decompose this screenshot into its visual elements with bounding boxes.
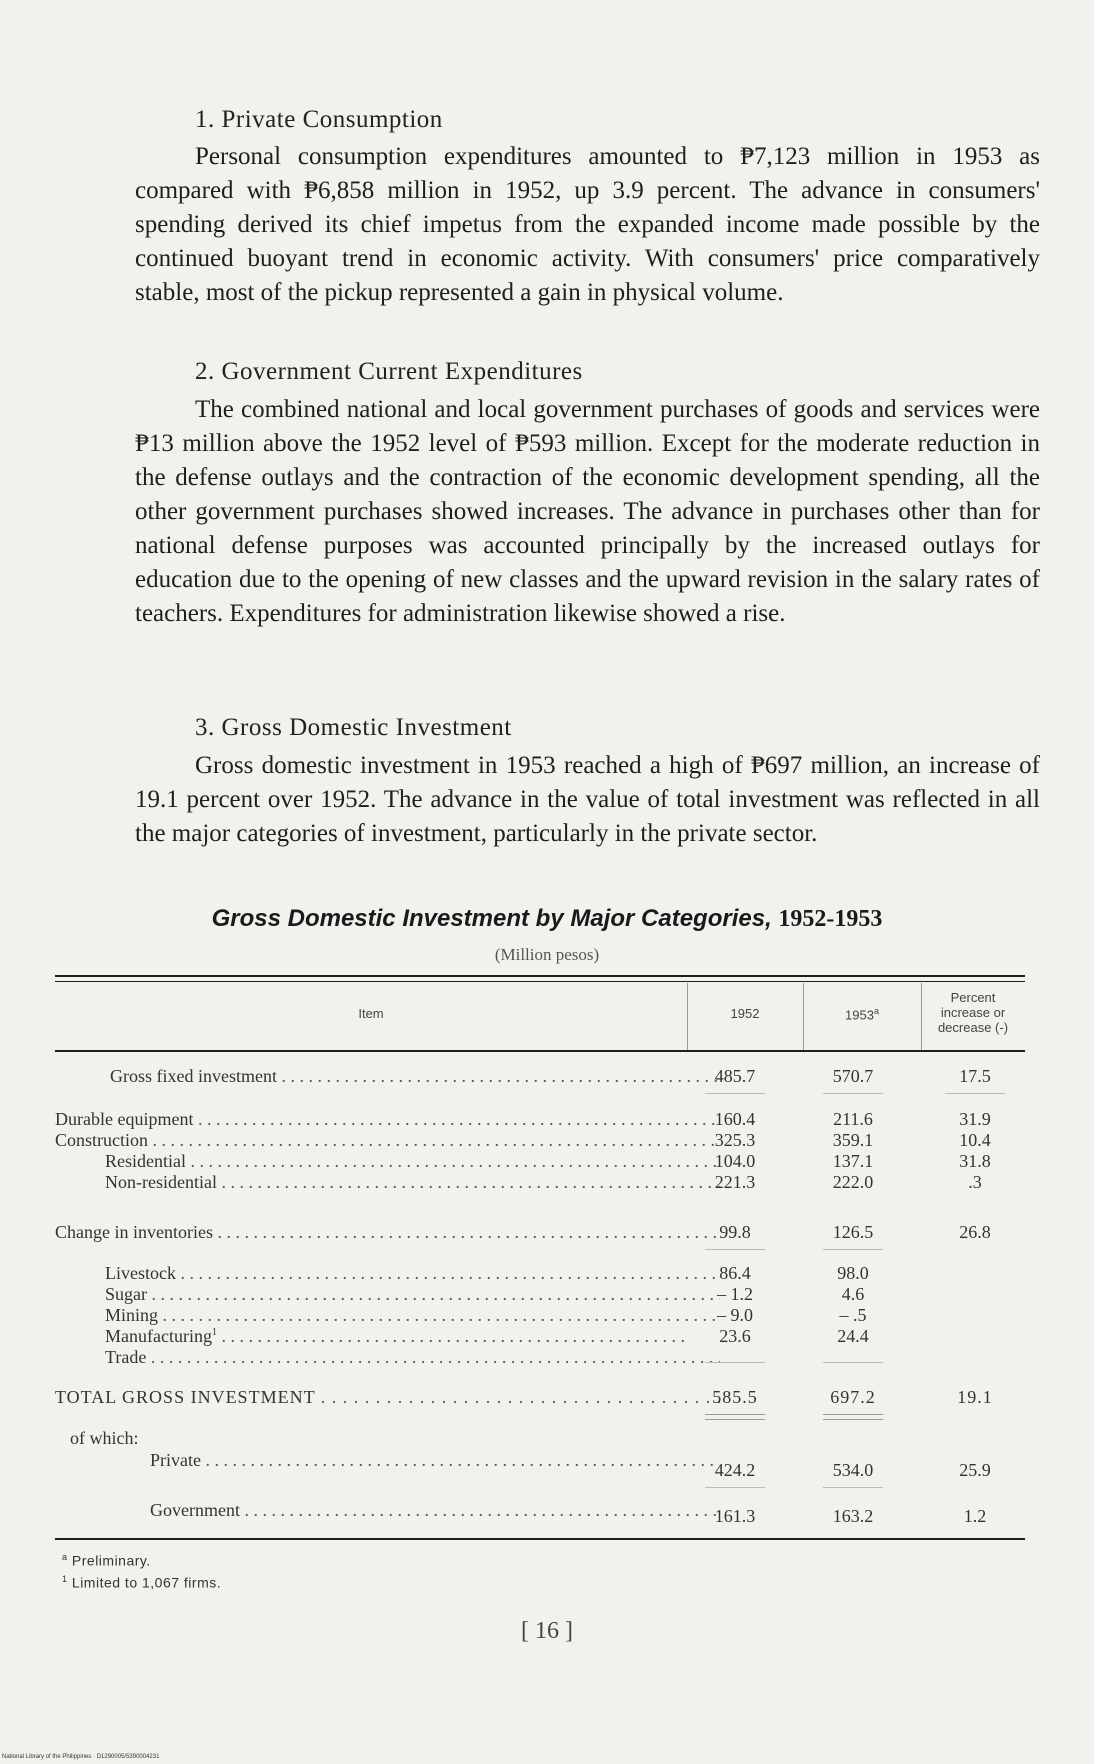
cell-1953: 222.0 xyxy=(832,1172,874,1192)
subtotal-underline xyxy=(705,1249,765,1250)
cell-1952: 104.0 xyxy=(714,1151,756,1171)
header-item: Item xyxy=(358,1006,384,1021)
cell-1953: 126.5 xyxy=(832,1222,874,1242)
cell-percent: 25.9 xyxy=(959,1460,991,1480)
table-row xyxy=(55,1151,1025,1173)
total-double-underline xyxy=(705,1414,765,1420)
header-percent xyxy=(923,990,1023,1035)
cell-1953: 98.0 xyxy=(837,1263,869,1283)
cell-1952: – 1.2 xyxy=(717,1284,753,1304)
cell-1953: 697.2 xyxy=(830,1387,876,1407)
header-percent-line1: Percent xyxy=(950,990,996,1005)
section-heading-private-consumption: 1. Private Consumption xyxy=(195,106,443,133)
table-top-rule-thin xyxy=(55,981,1025,982)
cell-1953: – .5 xyxy=(839,1305,867,1325)
row-label: Change in inventories . . . xyxy=(55,1222,720,1243)
row-label: Construction . . . xyxy=(55,1130,720,1151)
cell-1952: 485.7 xyxy=(714,1066,756,1086)
row-label: Gross fixed investment . . . xyxy=(110,1066,720,1087)
cell-1952: 424.2 xyxy=(714,1460,756,1480)
table-row xyxy=(55,1305,1025,1327)
cell-1953: 4.6 xyxy=(841,1284,865,1304)
header-1953-text: 1953 xyxy=(845,1007,874,1023)
header-1953-note: a xyxy=(873,1006,879,1016)
row-label: of which: xyxy=(70,1428,139,1448)
cell-percent: 19.1 xyxy=(957,1387,993,1407)
table-row xyxy=(55,1263,1025,1285)
table-header-rule xyxy=(55,1050,1025,1052)
total-double-underline xyxy=(823,1414,883,1420)
table-row xyxy=(55,1450,1025,1480)
cell-1952: 325.3 xyxy=(714,1130,756,1150)
cell-1952: 585.5 xyxy=(712,1387,758,1407)
page-number: [ 16 ] xyxy=(521,1618,573,1644)
footnote-text: Preliminary. xyxy=(71,1552,151,1569)
cell-1952: 161.3 xyxy=(714,1506,756,1526)
table-row-total xyxy=(55,1387,1025,1409)
row-label: Mining . . . xyxy=(105,1305,720,1326)
table-column-divider xyxy=(687,983,688,1050)
cell-1953: 163.2 xyxy=(832,1506,874,1526)
row-label: Sugar . . . xyxy=(105,1284,720,1305)
cell-1953: 534.0 xyxy=(832,1460,874,1480)
table-top-rule xyxy=(55,975,1025,977)
section-heading-government-expenditures: 2. Government Current Expenditures xyxy=(195,358,583,385)
cell-1952: 86.4 xyxy=(719,1263,751,1283)
subtotal-underline xyxy=(823,1487,883,1488)
subtotal-underline xyxy=(823,1093,883,1094)
table-title-years: 1952-1953 xyxy=(778,906,883,932)
cell-1952: – 9.0 xyxy=(717,1305,753,1325)
cell-1953: 137.1 xyxy=(832,1151,874,1171)
cell-1952: 23.6 xyxy=(719,1326,751,1346)
cell-1952: 160.4 xyxy=(714,1109,756,1129)
cell-1953: 211.6 xyxy=(833,1109,873,1129)
table-column-divider xyxy=(803,983,804,1050)
table-title-text: Gross Domestic Investment by Major Categories, xyxy=(211,905,772,932)
table-row xyxy=(55,1284,1025,1306)
cell-percent: 31.8 xyxy=(959,1151,991,1171)
table-row xyxy=(55,1428,1025,1450)
row-label: Private . . . xyxy=(150,1450,720,1471)
table-row xyxy=(55,1066,1025,1088)
header-1952: 1952 xyxy=(730,1006,760,1021)
table-row xyxy=(55,1347,1025,1369)
header-percent-line3: decrease (-) xyxy=(937,1020,1009,1035)
footnote-text: Limited to 1,067 firms. xyxy=(71,1574,222,1591)
subtotal-underline xyxy=(823,1362,883,1363)
row-label: Trade . . . xyxy=(105,1347,720,1368)
table-bottom-rule xyxy=(55,1538,1025,1540)
table-row xyxy=(55,1326,1025,1348)
paragraph-private-consumption: Personal consumption expenditures amounted to ₱7,123 million in 1953 as compared with ₱6,858 million in 1952, up 3.9 percent. The advance in consumers' spending derived its chief impetus from the expanded income made possible by the continued buoyant trend in economic activity. With consumers' price comparatively stable, most of the pickup represented a gain in physical volume. xyxy=(135,143,1040,306)
cell-percent: 26.8 xyxy=(959,1222,991,1242)
scan-credit: National Library of the Philippines · D1290005/5390004231 xyxy=(2,1754,160,1760)
subtotal-underline xyxy=(705,1362,765,1363)
cell-percent: 10.4 xyxy=(959,1130,991,1150)
subtotal-underline xyxy=(945,1093,1005,1094)
header-1953 xyxy=(806,1006,918,1022)
paragraph-government-expenditures: The combined national and local government purchases of goods and services were ₱13 million above the 1952 level of ₱593 million. Except for the moderate reduction in the defense outlays and the contraction of the economic development spending, all the other government purchases showed increases. The advance in purchases other than for national defense purposes was accounted principally by the increased outlays for education due to the opening of new classes and the upward revision in the salary rates of teachers. Expenditures for administration likewise showed a rise. xyxy=(135,396,1040,627)
row-label: Manufacturing xyxy=(105,1326,212,1346)
row-label: Durable equipment . . . xyxy=(55,1109,720,1130)
footnote-mark: a xyxy=(62,1552,68,1562)
footnote-mark: 1 xyxy=(62,1574,68,1584)
row-label: Non-residential . . . xyxy=(105,1172,720,1193)
row-label: Residential . . . xyxy=(105,1151,720,1172)
row-label: TOTAL GROSS INVESTMENT . . . xyxy=(55,1387,720,1408)
subtotal-underline xyxy=(823,1249,883,1250)
footnote-preliminary xyxy=(62,1552,151,1569)
table-subtitle: (Million pesos) xyxy=(494,945,600,964)
cell-percent: .3 xyxy=(968,1172,982,1192)
row-label-note: 1 xyxy=(211,1327,217,1338)
cell-percent: 1.2 xyxy=(963,1506,987,1526)
section-heading-gross-domestic-investment: 3. Gross Domestic Investment xyxy=(195,714,512,741)
table-column-divider xyxy=(921,983,922,1050)
cell-1953: 359.1 xyxy=(832,1130,874,1150)
row-label-wrap: Manufacturing$^1$ . . . . . . . . . . . . . . . . . . . . . . . . . . . . . . . . . . . . . . . . . . . . . . . . . . . . xyxy=(105,1326,685,1346)
cell-1952: 221.3 xyxy=(714,1172,756,1192)
cell-percent: 17.5 xyxy=(959,1066,991,1086)
table-title xyxy=(0,905,1094,933)
table-row xyxy=(55,1222,1025,1244)
subtotal-underline xyxy=(705,1093,765,1094)
row-label: Livestock . . . xyxy=(105,1263,720,1284)
cell-1953: 24.4 xyxy=(837,1326,869,1346)
table-row xyxy=(55,1172,1025,1194)
footnote-limited xyxy=(62,1574,221,1591)
table-row xyxy=(55,1130,1025,1152)
table-row xyxy=(55,1109,1025,1131)
cell-1953: 570.7 xyxy=(832,1066,874,1086)
paragraph-gross-domestic-investment: Gross domestic investment in 1953 reached a high of ₱697 million, an increase of 19.1 percent over 1952. The advance in the value of total investment was reflected in all the major categories of investment, particularly in the private sector. xyxy=(135,752,1040,847)
header-percent-line2: increase or xyxy=(940,1005,1006,1020)
table-row xyxy=(55,1500,1025,1526)
cell-percent: 31.9 xyxy=(959,1109,991,1129)
cell-1952: 99.8 xyxy=(719,1222,751,1242)
subtotal-underline xyxy=(705,1487,765,1488)
row-label: Government . . . xyxy=(150,1500,720,1521)
